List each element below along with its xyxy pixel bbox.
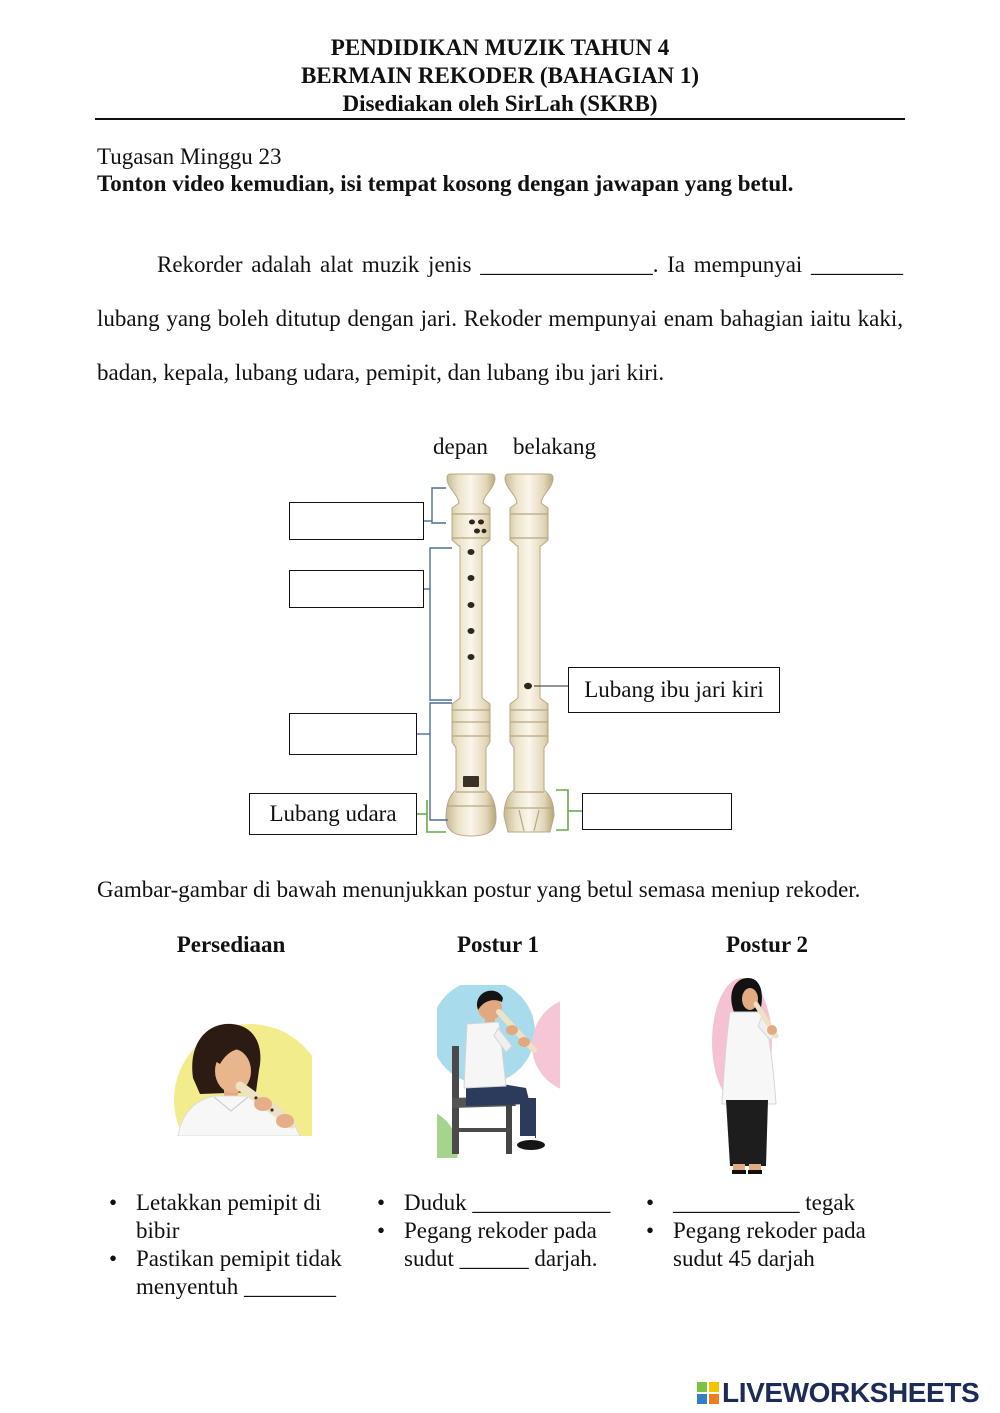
recorder-back: [504, 474, 554, 832]
answer-box-bottom-right[interactable]: [582, 793, 732, 830]
logo-square-blue: [697, 1394, 707, 1404]
answer-box-middle-left[interactable]: [289, 570, 424, 608]
bracket-air-hole: [417, 800, 446, 832]
bullet-item: • Duduk ____________: [404, 1189, 632, 1217]
girl-right-foot: [749, 1164, 761, 1171]
girl-right-shoe: [748, 1170, 762, 1174]
chair-rung: [456, 1128, 510, 1132]
posture-2-bullets: [673, 1189, 901, 1273]
right-hand: [276, 1114, 294, 1128]
fill-in-passage: Rekorder adalah alat muzik jenis _______________. Ia mempunyai ________ lubang yang boleh ditutup dengan jari. Rekoder mempunyai enam bahagian iaitu kaki, badan, kepala, lubang udara, pemipit, dan lubang ibu jari kiri.: [97, 252, 903, 385]
bracket-mouthpiece: [556, 790, 582, 830]
worksheet-author: Disediakan oleh SirLah (SKRB): [342, 91, 658, 116]
logo-square-orange: [709, 1394, 719, 1404]
logo-square-green: [697, 1382, 707, 1392]
recorder-back-thumb-hole: [524, 683, 532, 689]
bracket-lower: [417, 703, 452, 820]
recorder-back-body: [504, 474, 554, 832]
logo-square-yellow: [709, 1382, 719, 1392]
boy-trousers-shin: [520, 1098, 536, 1138]
girl-skirt: [726, 1100, 768, 1166]
liveworksheets-logo: [697, 1377, 979, 1409]
preparation-bullets: [136, 1189, 364, 1301]
boy-shoes: [517, 1140, 545, 1150]
bullet-item: • Pastikan pemipit tidak menyentuh ________: [136, 1245, 364, 1301]
preparation-illustration: [160, 1015, 316, 1140]
recorder-hole: [270, 1108, 273, 1111]
bracket-middle: [424, 548, 452, 700]
header-divider: [95, 118, 905, 120]
boy-hand-upper: [506, 1025, 518, 1035]
back-view-label: belakang: [513, 434, 597, 459]
answer-box-top-left[interactable]: [289, 502, 424, 540]
recorder-front-window: [463, 776, 479, 787]
girl-hand: [767, 1025, 777, 1035]
thumb-hole-label-box: [568, 667, 780, 713]
thumb-hole-label: Lubang ibu jari kiri: [584, 677, 764, 702]
air-hole-label-box: [249, 793, 417, 835]
worksheet-subject-title: PENDIDIKAN MUZIK TAHUN 4: [330, 35, 670, 60]
posture-1-bullets: [404, 1189, 632, 1273]
column-title-preparation: Persediaan: [176, 932, 286, 957]
recorder-front: [446, 474, 496, 836]
worksheet-topic-title: BERMAIN REKODER (BAHAGIAN 1): [300, 63, 700, 88]
posture-2-illustration: [708, 975, 788, 1185]
bullet-item: • ___________ tegak: [673, 1189, 901, 1217]
column-title-posture-2: Postur 2: [726, 932, 808, 957]
task-week: Tugasan Minggu 23: [97, 144, 282, 169]
task-instruction: Tonton video kemudian, isi tempat kosong dengan jawapan yang betul.: [97, 171, 794, 196]
answer-box-lower-left[interactable]: [289, 713, 417, 755]
boy-hand-lower: [518, 1037, 530, 1047]
bullet-item: • Pegang rekoder pada sudut ______ darjah.: [404, 1217, 632, 1273]
liveworksheets-icon: [697, 1382, 719, 1404]
left-hand: [254, 1097, 272, 1111]
posture-intro: Gambar-gambar di bawah menunjukkan postur yang betul semasa meniup rekoder.: [97, 877, 861, 902]
air-hole-label: Lubang udara: [269, 801, 397, 826]
bullet-item: • Letakkan pemipit di bibir: [136, 1189, 364, 1245]
bullet-item: • Pegang rekoder pada sudut 45 darjah: [673, 1217, 901, 1273]
front-view-label: depan: [433, 434, 488, 459]
posture-1-illustration: [435, 982, 563, 1162]
logo-text: LIVEWORKSHEETS: [722, 1377, 980, 1408]
girl-left-foot: [733, 1164, 745, 1171]
pink-backdrop: [532, 997, 563, 1093]
column-title-posture-1: Postur 1: [457, 932, 539, 957]
bracket-top: [424, 488, 446, 523]
girl-left-shoe: [732, 1170, 746, 1174]
